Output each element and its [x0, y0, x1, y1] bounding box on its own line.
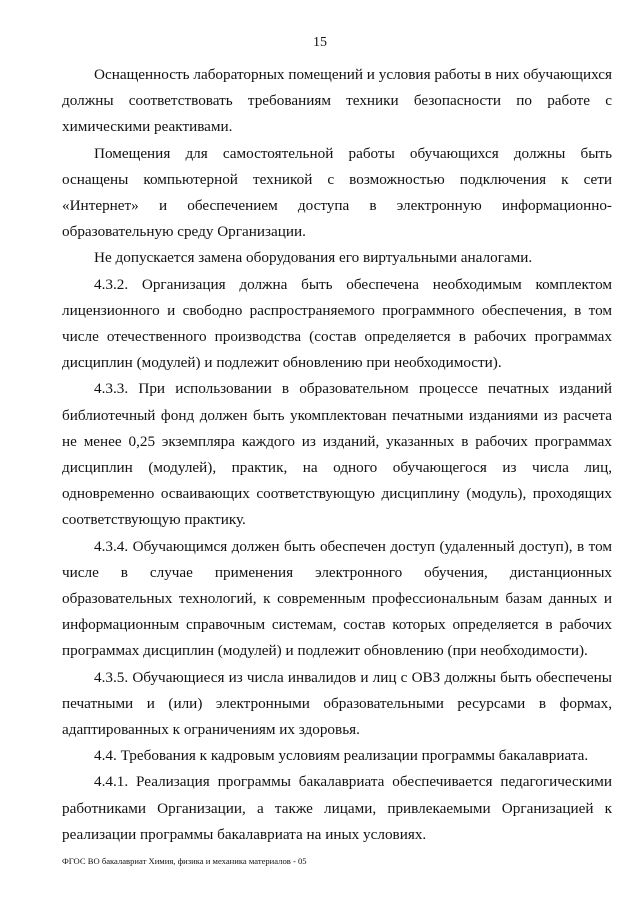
document-body — [62, 62, 612, 848]
paragraph-lab-equipment: Оснащенность лабораторных помещений и условия работы в них обучающихся должны соответствовать требованиям техники безопасности по работе с химическими реактивами. — [62, 66, 612, 136]
paragraph-4-3-3: 4.3.3. При использовании в образовательном процессе печатных изданий библиотечный фонд должен быть укомплектован печатными изданиями из расчета не менее 0,25 экземпляра каждого из изданий, указанных в рабочих программах дисциплин (модулей), практик, на одного обучающегося из числа лиц, одновременно осваивающих соответствующую дисциплину (модуль), проходящих соответствующую практику. — [62, 380, 612, 529]
paragraph-4-3-5: 4.3.5. Обучающиеся из числа инвалидов и лиц с ОВЗ должны быть обеспечены печатными и (или) электронными образовательными ресурсами в формах, адаптированных к ограничениям их здоровья. — [62, 668, 612, 739]
paragraph-4-4-1: 4.4.1. Реализация программы бакалавриата обеспечивается педагогическими работниками Организации, а также лицами, привлекаемыми Организацией к реализации программы бакалавриата на иных условиях. — [62, 773, 612, 843]
paragraph-virtual-analogs: Не допускается замена оборудования его виртуальными аналогами. — [94, 249, 533, 267]
paragraph-4-4: 4.4. Требования к кадровым условиям реализации программы бакалавриата. — [94, 747, 589, 765]
paragraph-self-study-rooms: Помещения для самостоятельной работы обучающихся должны быть оснащены компьютерной техникой с возможностью подключения к сети «Интернет» и обеспечением доступа в электронную информационно-образовательную среду Организации. — [62, 144, 612, 241]
paragraph-4-3-4: 4.3.4. Обучающимся должен быть обеспечен доступ (удаленный доступ), в том числе в случае применения электронного обучения, дистанционных образовательных технологий, к современным профессиональным базам данных и информационным справочным системам, состав которых определяется в рабочих программах дисциплин (модулей) и подлежит обновлению (при необходимости). — [62, 537, 612, 660]
page-footer: ФГОС ВО бакалавриат Химия, физика и механика материалов - 05 — [62, 856, 307, 866]
paragraph-4-3-2: 4.3.2. Организация должна быть обеспечена необходимым комплектом лицензионного и свободно распространяемого программного обеспечения, в том числе отечественного производства (состав определяется в рабочих программах дисциплин (модулей) и подлежит обновлению при необходимости). — [62, 275, 612, 372]
page-number: 15 — [313, 35, 327, 50]
